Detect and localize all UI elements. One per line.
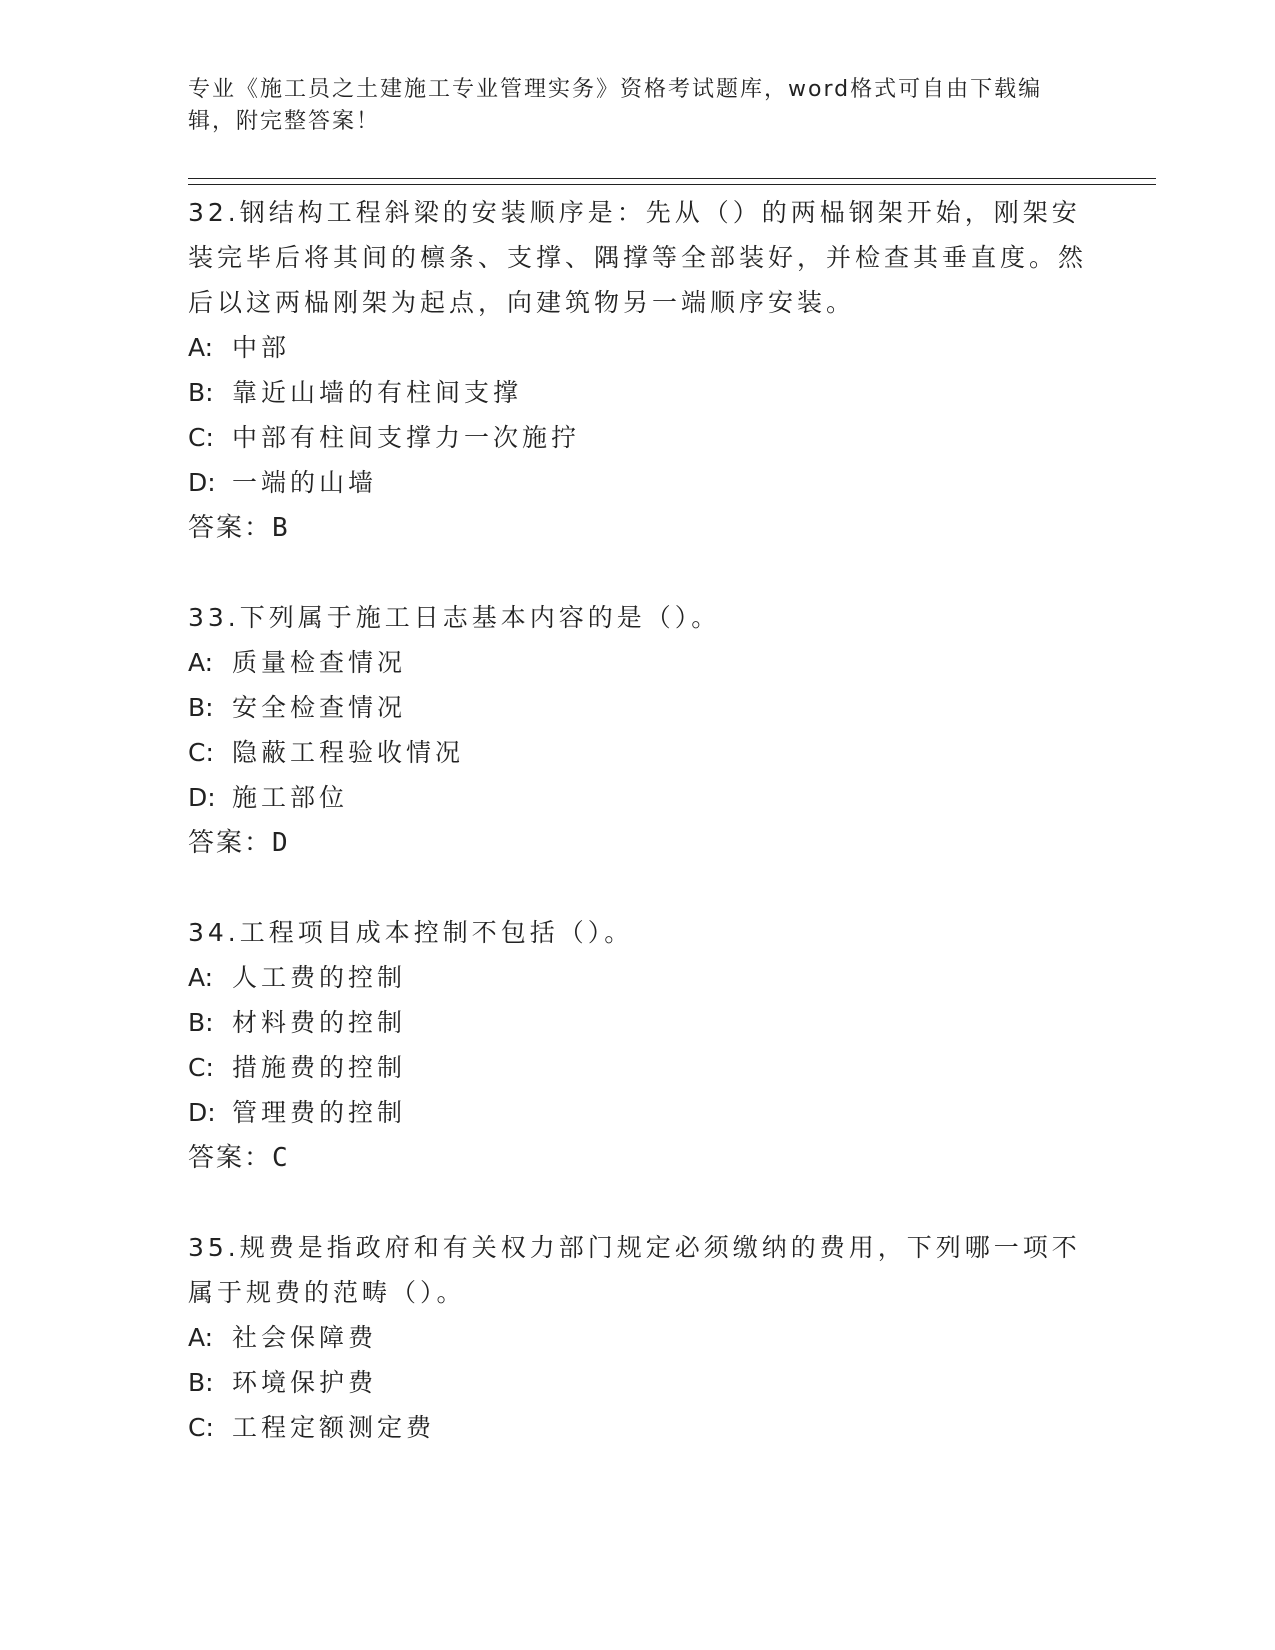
answer-label: 答案： [188,513,273,543]
document-header: 专业《施工员之土建施工专业管理实务》资格考试题库，word格式可自由下载编辑，附完整答案！ [188,77,1043,134]
option-c [188,1045,1088,1090]
option-b [188,1360,1088,1405]
header-divider-top [188,178,1156,179]
answer-label: 答案： [188,1143,273,1173]
option-letter: B: [188,1368,214,1397]
header-divider-bottom [188,184,1156,185]
option-text: 一端的山墙 [232,468,378,497]
option-a [188,1315,1088,1360]
option-a [188,640,1088,685]
option-text: 安全检查情况 [232,693,407,722]
answer-value: C [272,1143,290,1173]
option-letter: C: [188,1413,214,1442]
option-text: 工程定额测定费 [232,1413,436,1442]
question-text: 32.钢结构工程斜梁的安装顺序是：先从（）的两榀钢架开始，刚架安装完毕后将其间的檩条、支撑、隅撑等全部装好，并检查其垂直度。然后以这两榀刚架为起点，向建筑物另一端顺序安装。 [188,198,1088,317]
question-34 [188,910,1088,1181]
question-list [188,190,1088,1494]
answer-label: 答案： [188,828,273,858]
option-a [188,955,1088,1000]
option-d [188,775,1088,820]
option-text: 社会保障费 [232,1323,378,1352]
option-letter: C: [188,738,214,767]
option-text: 中部 [232,333,291,362]
answer-value: B [272,513,290,543]
answer-line [188,820,1088,866]
question-35 [188,1225,1088,1450]
question-text: 34.工程项目成本控制不包括（）。 [188,918,634,947]
option-text: 材料费的控制 [232,1008,407,1037]
option-a [188,325,1088,370]
option-text: 中部有柱间支撑力一次施拧 [232,423,581,452]
option-letter: A: [188,648,214,677]
option-letter: D: [188,783,216,812]
option-letter: A: [188,963,214,992]
option-text: 施工部位 [232,783,349,812]
option-b [188,370,1088,415]
option-b [188,685,1088,730]
answer-line [188,1135,1088,1181]
answer-line [188,505,1088,551]
option-text: 隐蔽工程验收情况 [232,738,465,767]
option-text: 措施费的控制 [232,1053,407,1082]
option-letter: A: [188,1323,214,1352]
option-b [188,1000,1088,1045]
answer-value: D [272,828,290,858]
option-c [188,1405,1088,1450]
option-text: 环境保护费 [232,1368,378,1397]
question-text: 33.下列属于施工日志基本内容的是（）。 [188,603,721,632]
option-d [188,1090,1088,1135]
question-text: 35.规费是指政府和有关权力部门规定必须缴纳的费用，下列哪一项不属于规费的范畴（）。 [188,1233,1081,1307]
option-text: 靠近山墙的有柱间支撑 [232,378,523,407]
option-letter: B: [188,1008,214,1037]
option-text: 质量检查情况 [232,648,407,677]
option-letter: B: [188,378,214,407]
question-32 [188,190,1088,551]
option-text: 管理费的控制 [232,1098,407,1127]
option-letter: D: [188,468,216,497]
option-letter: C: [188,1053,214,1082]
option-text: 人工费的控制 [232,963,407,992]
option-letter: B: [188,693,214,722]
option-letter: A: [188,333,214,362]
option-letter: C: [188,423,214,452]
option-c [188,415,1088,460]
question-33 [188,595,1088,866]
option-letter: D: [188,1098,216,1127]
option-c [188,730,1088,775]
option-d [188,460,1088,505]
